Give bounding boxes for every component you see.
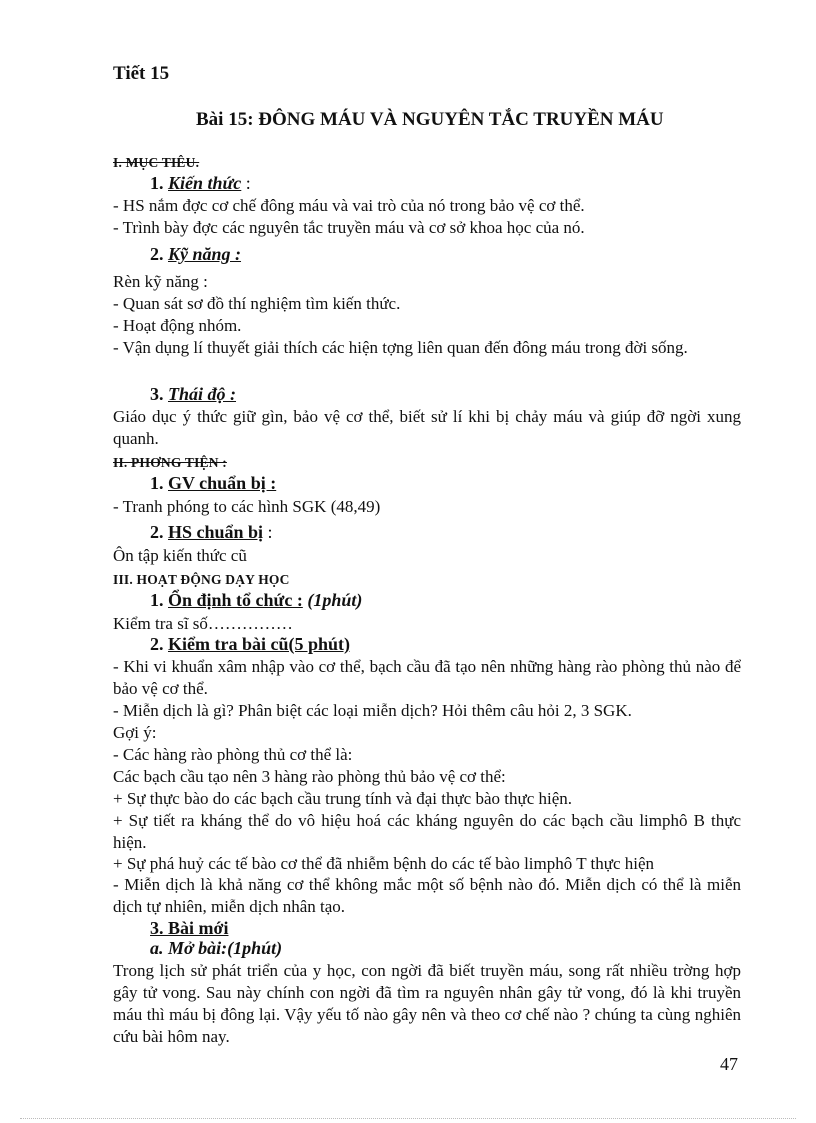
subheading-number: 2.	[150, 634, 164, 654]
subheading-number: 1.	[150, 173, 164, 193]
subheading-number: 2.	[150, 522, 164, 542]
section-heading-activities: III. HOẠT ĐỘNG DẠY HỌC	[113, 572, 290, 587]
subheading-label: Thái độ :	[168, 384, 237, 404]
page-bottom-divider	[20, 1118, 796, 1119]
subheading-label: HS chuẩn bị	[168, 522, 264, 542]
attitude-text: Giáo dục ý thức giữ gìn, bảo vệ cơ thể, biết sử lí khi bị chảy máu và giúp đỡ ngời xung quanh.	[113, 407, 741, 448]
subheading-label: Kỹ năng :	[168, 244, 242, 264]
subheading-student-prep	[150, 522, 273, 542]
subheading-organize	[150, 590, 362, 610]
subheading-teacher-prep	[150, 473, 276, 493]
page-number: 47	[720, 1054, 738, 1074]
subheading-suffix: :	[241, 173, 251, 193]
subheading-number: 1.	[150, 473, 164, 493]
section-heading-objectives: I. MỤC TIÊU.	[113, 155, 200, 170]
section-heading-materials: II. PHƠNG TIỆN :	[113, 455, 227, 470]
lesson-period: Tiết 15	[113, 63, 170, 84]
subheading-number: 1.	[150, 590, 164, 610]
answer-line-6: - Miễn dịch là khả năng cơ thể không mắc một số bệnh nào đó. Miễn dịch có thể là miễn dịch tự nhiên, miễn dịch nhân tạo.	[113, 875, 741, 916]
subheading-number: 3.	[150, 384, 164, 404]
answer-line-1: - Các hàng rào phòng thủ cơ thể là:	[113, 745, 353, 764]
subheading-time: (1phút)	[302, 590, 363, 610]
skills-item-2: - Hoạt động nhóm.	[113, 316, 242, 335]
student-prep-text: Ôn tập kiến thức cũ	[113, 546, 247, 565]
knowledge-item-1: - HS nắm đợc cơ chế đông máu và vai trò của nó trong bảo vệ cơ thể.	[113, 196, 585, 215]
subheading-number: 2.	[150, 244, 164, 264]
subheading-label: Kiểm tra bài cũ(5 phút)	[168, 634, 350, 654]
attendance-check: Kiểm tra sĩ số……………	[113, 614, 293, 633]
skills-intro: Rèn kỹ năng :	[113, 272, 208, 291]
answer-line-3: + Sự thực bào do các bạch cầu trung tính và đại thực bào thực hiện.	[113, 789, 573, 808]
subheading-knowledge	[150, 173, 251, 193]
teacher-prep-text: - Tranh phóng to các hình SGK (48,49)	[113, 497, 381, 516]
answer-line-2: Các bạch cầu tạo nên 3 hàng rào phòng thủ bảo vệ cơ thể:	[113, 767, 506, 786]
subheading-label: Ổn định tổ chức :	[168, 590, 303, 610]
subheading-introduction: a. Mở bài:(1phút)	[150, 938, 283, 958]
answer-line-5: + Sự phá huỷ các tế bào cơ thể đã nhiễm bệnh do các tế bào limphô T thực hiện	[113, 854, 655, 873]
subheading-label: Kiến thức	[168, 173, 242, 193]
answer-line-4: + Sự tiết ra kháng thể do vô hiệu hoá các kháng nguyên do các bạch cầu limphô B thực hiện.	[113, 811, 741, 852]
lesson-title-text: ĐÔNG MÁU VÀ NGUYÊN TẮC TRUYỀN MÁU	[258, 109, 664, 130]
skills-item-3: - Vận dụng lí thuyết giải thích các hiện tợng liên quan đến đông máu trong đời sống.	[113, 338, 688, 357]
subheading-label: GV chuẩn bị :	[168, 473, 277, 493]
subheading-attitude	[150, 384, 236, 404]
skills-item-1: - Quan sát sơ đồ thí nghiệm tìm kiến thức.	[113, 294, 401, 313]
review-question-1: - Khi vi khuẩn xâm nhập vào cơ thể, bạch cầu đã tạo nên những hàng rào phòng thủ nào để bảo vệ cơ thể.	[113, 657, 741, 698]
knowledge-item-2: - Trình bày đợc các nguyên tắc truyền máu và cơ sở khoa học của nó.	[113, 218, 585, 237]
review-question-2: - Miễn dịch là gì? Phân biệt các loại miễn dịch? Hỏi thêm câu hỏi 2, 3 SGK.	[113, 701, 632, 720]
lesson-number: Bài 15:	[196, 109, 254, 130]
subheading-skills	[150, 244, 241, 264]
hint-label: Gợi ý:	[113, 723, 157, 742]
subheading-new-lesson: 3. Bài mới	[150, 918, 229, 938]
introduction-text: Trong lịch sử phát triển của y học, con ngời đã biết truyền máu, song rất nhiều trờng hợp gây tử vong. Sau này chính con ngời đã tìm ra nguyên nhân gây tử vong, đó là khi truyền máu thì máu bị đông lại. Vậy yếu tố nào gây nên và theo cơ chế nào ? chúng ta cùng nghiên cứu bài hôm nay.	[113, 961, 741, 1046]
subheading-suffix: :	[263, 522, 273, 542]
lesson-title	[196, 110, 664, 130]
subheading-old-lesson-check	[150, 634, 350, 654]
